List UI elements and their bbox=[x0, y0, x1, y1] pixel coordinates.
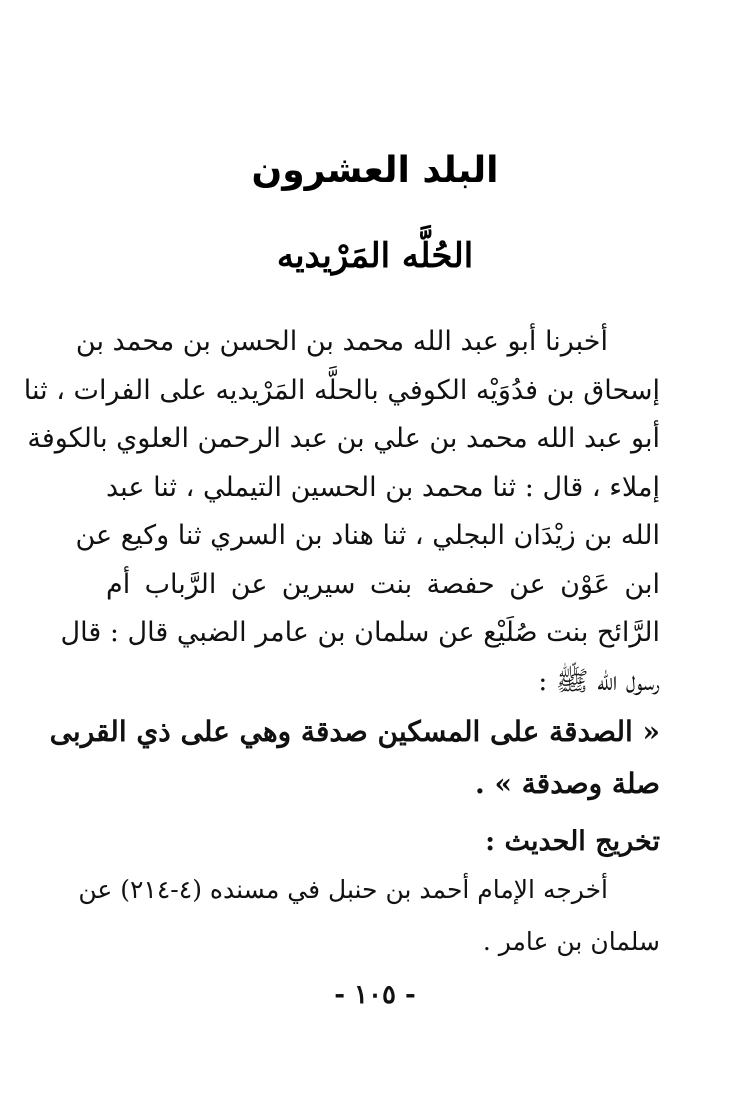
text-line: الرَّائح بنت صُلَيْع عن سلمان بن عامر الضبي قال : قال bbox=[60, 617, 660, 648]
hadith-line: صلة وصدقة » . bbox=[475, 767, 660, 800]
text-line: الله بن زيْدَان البجلي ، ثنا هناد بن السري ثنا وكيع عن bbox=[75, 520, 660, 551]
hadith-text bbox=[49, 706, 660, 810]
hadith-line: « الصدقة على المسكين صدقة وهي على ذي القربى bbox=[49, 715, 660, 748]
takhrij-text bbox=[78, 864, 660, 968]
text-line: أخبرنا أبو عبد الله محمد بن الحسن بن محمد بن bbox=[75, 326, 608, 357]
text-line: إسحاق بن فدُوَيْه الكوفي بالحلَّه المَرْيديه على الفرات ، ثنا bbox=[23, 374, 660, 406]
takhrij-line: أخرجه الإمام أحمد بن حنبل في مسنده (٤-٢١٤) عن bbox=[78, 875, 608, 904]
isnad-paragraph bbox=[23, 318, 660, 706]
text-line: ابن عَوْن عن حفصة بنت سيرين عن الرَّباب أم bbox=[106, 568, 660, 600]
takhrij-line: سلمان بن عامر . bbox=[482, 927, 660, 956]
section-title: الحُلَّه المَرْيديه bbox=[276, 236, 474, 276]
takhrij-heading: تخريج الحديث : bbox=[485, 826, 660, 857]
page-number: - ١٠٥ - bbox=[334, 980, 416, 1010]
text-line: رسول الله ﷺ : bbox=[538, 665, 660, 697]
text-line: أبو عبد الله محمد بن علي بن عبد الرحمن العلوي بالكوفة bbox=[27, 423, 660, 454]
text-line: إملاء ، قال : ثنا محمد بن الحسين التيملي ، ثنا عبد bbox=[106, 471, 660, 503]
chapter-title: البلد العشرون bbox=[251, 150, 499, 191]
